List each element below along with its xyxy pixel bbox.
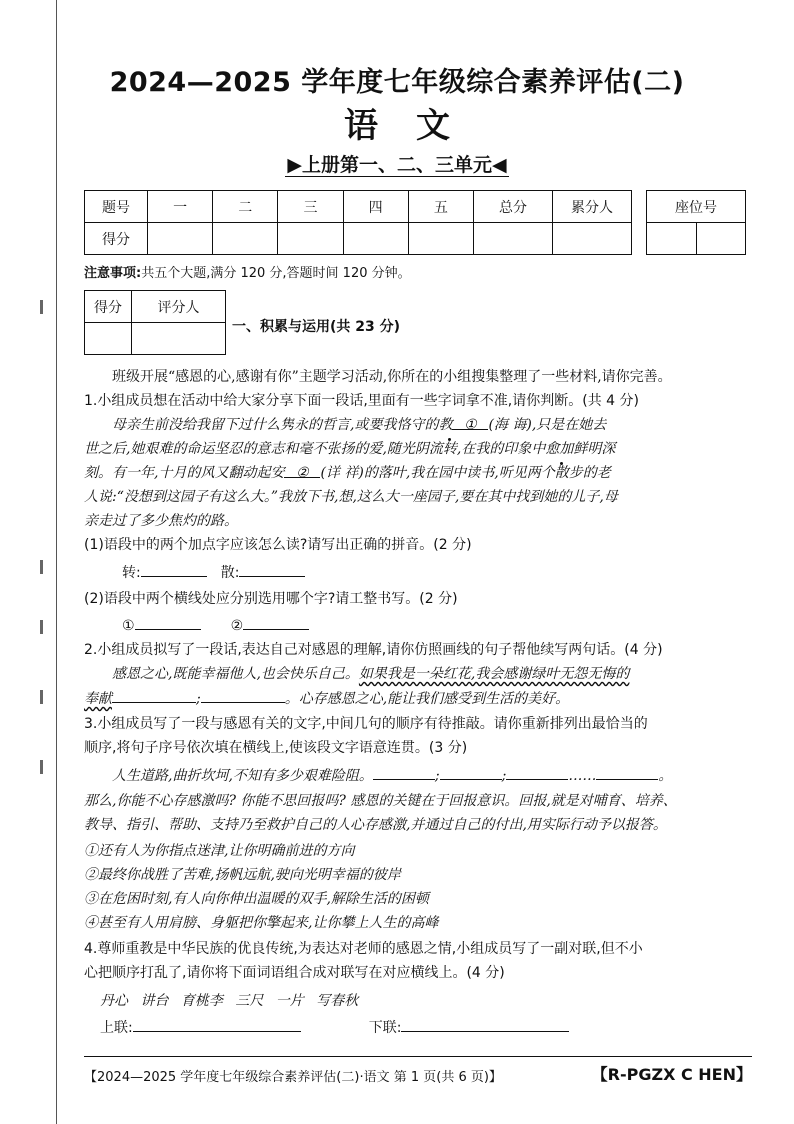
grader-table xyxy=(84,290,226,355)
passage-text: 感恩之心,既能幸福他人,也会快乐自己。 xyxy=(112,666,359,682)
question-3-stem: 顺序,将句子序号依次填在横线上,使该段文字语意连贯。(3 分) xyxy=(84,740,468,756)
pinyin-answer-2[interactable] xyxy=(239,560,305,577)
dotted-char: 散 xyxy=(554,465,569,481)
q1-sub-2: (2)语段中两个横线处应分别选用哪个字?请工整书写。(2 分) xyxy=(84,591,458,607)
notice-text: 共五个大题,满分 120 分,答题时间 120 分钟。 xyxy=(141,266,411,281)
seat-number-cell[interactable] xyxy=(647,223,697,255)
binding-mark xyxy=(40,690,43,704)
answer-label: ① xyxy=(122,618,135,634)
continuation-blank-1[interactable] xyxy=(112,686,196,703)
q3-passage-line: 人生道路,曲折坎坷,不知有多少艰难险阻。 ; ; …… 。 xyxy=(84,763,792,788)
score-header-cell: 累分人 xyxy=(553,191,632,223)
unit-scope xyxy=(0,150,794,177)
exam-notice xyxy=(84,262,411,281)
passage-text: (海 诲),只是在她去 xyxy=(488,417,607,433)
score-header-cell: 总分 xyxy=(474,191,553,223)
order-blank-3[interactable] xyxy=(506,763,568,780)
answer-label: 转: xyxy=(122,565,141,581)
continuation-blank-2[interactable] xyxy=(201,686,285,703)
upper-couplet-label: 上联: xyxy=(100,1020,133,1036)
score-input-cell[interactable] xyxy=(553,223,632,255)
passage-blank-2[interactable]: ② xyxy=(284,461,320,478)
q1-passage-line xyxy=(84,461,764,485)
dotted-char: 转 xyxy=(442,441,457,457)
answer-label: 散: xyxy=(220,565,240,581)
question-2-stem: 2.小组成员拟写了一段话,表达自己对感恩的理解,请你仿照画线的句子帮他续写两句话。(4 分) xyxy=(84,642,663,658)
question-4-stem: 4.尊师重教是中华民族的优良传统,为表达对老师的感恩之情,小组成员写了一副对联,但不小 xyxy=(84,941,643,957)
score-input-cell[interactable] xyxy=(148,223,213,255)
passage-text: 刻。有一年,十月的风又翻动起安 xyxy=(84,465,285,481)
pinyin-answer-1[interactable] xyxy=(141,560,207,577)
score-header-cell: 五 xyxy=(408,191,473,223)
score-input-cell[interactable] xyxy=(408,223,473,255)
passage-text: ; xyxy=(196,691,201,707)
q1-passage-line xyxy=(84,413,792,437)
answer-label: ② xyxy=(230,618,244,634)
notice-label: 注意事项: xyxy=(84,266,142,281)
q1-passage-line: 亲走过了多少焦灼的路。 xyxy=(84,513,238,529)
binding-mark xyxy=(40,560,43,574)
passage-text: 世之后,她艰难的命运坚忍的意志和毫不张扬的爱,随光阴流 xyxy=(84,441,443,457)
q2-passage-line xyxy=(84,662,792,686)
lower-couplet-label: 下联: xyxy=(368,1020,402,1036)
footer-page-info: 【2024—2025 学年度七年级综合素养评估(二)·语文 第 1 页(共 6 页)】 xyxy=(84,1070,502,1085)
passage-blank-1[interactable]: ① xyxy=(452,413,488,430)
score-header-cell: 二 xyxy=(213,191,278,223)
score-header-cell: 四 xyxy=(343,191,408,223)
footer-rule xyxy=(84,1056,752,1057)
section-title: 一、积累与运用(共 23 分) xyxy=(232,319,401,335)
score-input-cell[interactable] xyxy=(474,223,553,255)
seat-number-cell[interactable] xyxy=(696,223,746,255)
order-blank-2[interactable] xyxy=(440,763,502,780)
score-row-label: 得分 xyxy=(85,223,148,255)
passage-text: 。心存感恩之心,能让我们感受到生活的美好。 xyxy=(284,691,570,707)
binding-mark xyxy=(40,620,43,634)
q1-answer-1 xyxy=(84,560,794,585)
lower-couplet-blank[interactable] xyxy=(401,1015,569,1032)
footer-code: 【R-PGZX C HEN】 xyxy=(591,1065,752,1084)
char-answer-1[interactable] xyxy=(135,613,201,630)
seat-number-table xyxy=(646,190,746,255)
score-table-header-row xyxy=(85,191,632,223)
score-header-cell: 三 xyxy=(278,191,343,223)
question-4-stem: 心把顺序打乱了,请你将下面词语组合成对联写在对应横线上。(4 分) xyxy=(84,965,505,981)
score-input-cell[interactable] xyxy=(213,223,278,255)
grader-score-label: 得分 xyxy=(85,291,132,323)
seat-number-label: 座位号 xyxy=(647,191,746,223)
model-sentence: 奉献 xyxy=(84,691,112,707)
q3-passage-line: 教导、指引、帮助、支持乃至救护自己的人心存感激,并通过自己的付出,用实际行动予以报答。 xyxy=(84,817,667,833)
q1-answer-2 xyxy=(84,613,794,638)
score-header-cell: 一 xyxy=(148,191,213,223)
score-header-cell: 题号 xyxy=(85,191,148,223)
order-blank-4[interactable] xyxy=(596,763,658,780)
binding-mark xyxy=(40,760,43,774)
q3-option: ④甚至有人用肩膀、身躯把你擎起来,让你攀上人生的高峰 xyxy=(84,915,439,931)
q2-passage-line xyxy=(84,686,764,711)
score-table-score-row xyxy=(85,223,632,255)
q1-sub-1: (1)语段中的两个加点字应该怎么读?请写出正确的拼音。(2 分) xyxy=(84,537,472,553)
q3-option: ③在危困时刻,有人向你伸出温暖的双手,解除生活的困顿 xyxy=(84,891,429,907)
q3-option: ②最终你战胜了苦难,扬帆远航,驶向光明幸福的彼岸 xyxy=(84,867,401,883)
q4-word-bank: 丹心 讲台 育桃李 三尺 一片 写春秋 xyxy=(100,993,359,1009)
score-input-cell[interactable] xyxy=(278,223,343,255)
passage-text: 人生道路,曲折坎坷,不知有多少艰难险阻。 xyxy=(112,768,373,784)
q3-passage-line: 那么,你能不心存感激吗? 你能不思回报吗? 感恩的关键在于回报意识。回报,就是对哺育、培养、 xyxy=(84,793,677,809)
q1-passage-line xyxy=(84,437,764,461)
passage-text: 母亲生前没给我留下过什么隽永的哲言,或要我恪守的教 xyxy=(112,417,453,433)
score-table xyxy=(84,190,632,255)
exam-title: 2024—2025 学年度七年级综合素养评估(二) xyxy=(109,67,685,98)
order-blank-1[interactable] xyxy=(373,763,435,780)
question-1-stem: 1.小组成员想在活动中给大家分享下面一段话,里面有一些字词拿不准,请你判断。(共 4 分) xyxy=(84,393,639,409)
q4-answers xyxy=(84,1015,780,1040)
score-input-cell[interactable] xyxy=(343,223,408,255)
passage-text: 步的老 xyxy=(568,465,611,481)
question-3-stem: 3.小组成员写了一段与感恩有关的文字,中间几句的顺序有待推敲。请你重新排列出最恰当的 xyxy=(84,716,648,732)
upper-couplet-blank[interactable] xyxy=(133,1015,301,1032)
q1-passage-line: 人说:“没想到这园子有这么大。”我放下书,想,这么大一座园子,要在其中找到她的儿子,母 xyxy=(84,489,618,505)
unit-scope-text: ▶上册第一、二、三单元◀ xyxy=(287,154,507,176)
q3-option: ①还有人为你指点迷津,让你明确前进的方向 xyxy=(84,843,355,859)
grader-score-cell[interactable] xyxy=(85,323,132,355)
grader-name-cell[interactable] xyxy=(132,323,226,355)
intro-text: 班级开展“感恩的心,感谢有你”主题学习活动,你所在的小组搜集整理了一些材料,请你完善。 xyxy=(112,369,672,385)
model-sentence: 如果我是一朵红花,我会感谢绿叶无怨无悔的 xyxy=(358,666,630,682)
subject-title: 语文 xyxy=(344,106,488,146)
grader-name-label: 评分人 xyxy=(132,291,226,323)
passage-text: ,在我的印象中愈加鲜明深 xyxy=(456,441,616,457)
char-answer-2[interactable] xyxy=(243,613,309,630)
passage-text: (详 祥)的落叶,我在园中读书,听见两个 xyxy=(320,465,555,481)
binding-mark xyxy=(40,300,43,314)
